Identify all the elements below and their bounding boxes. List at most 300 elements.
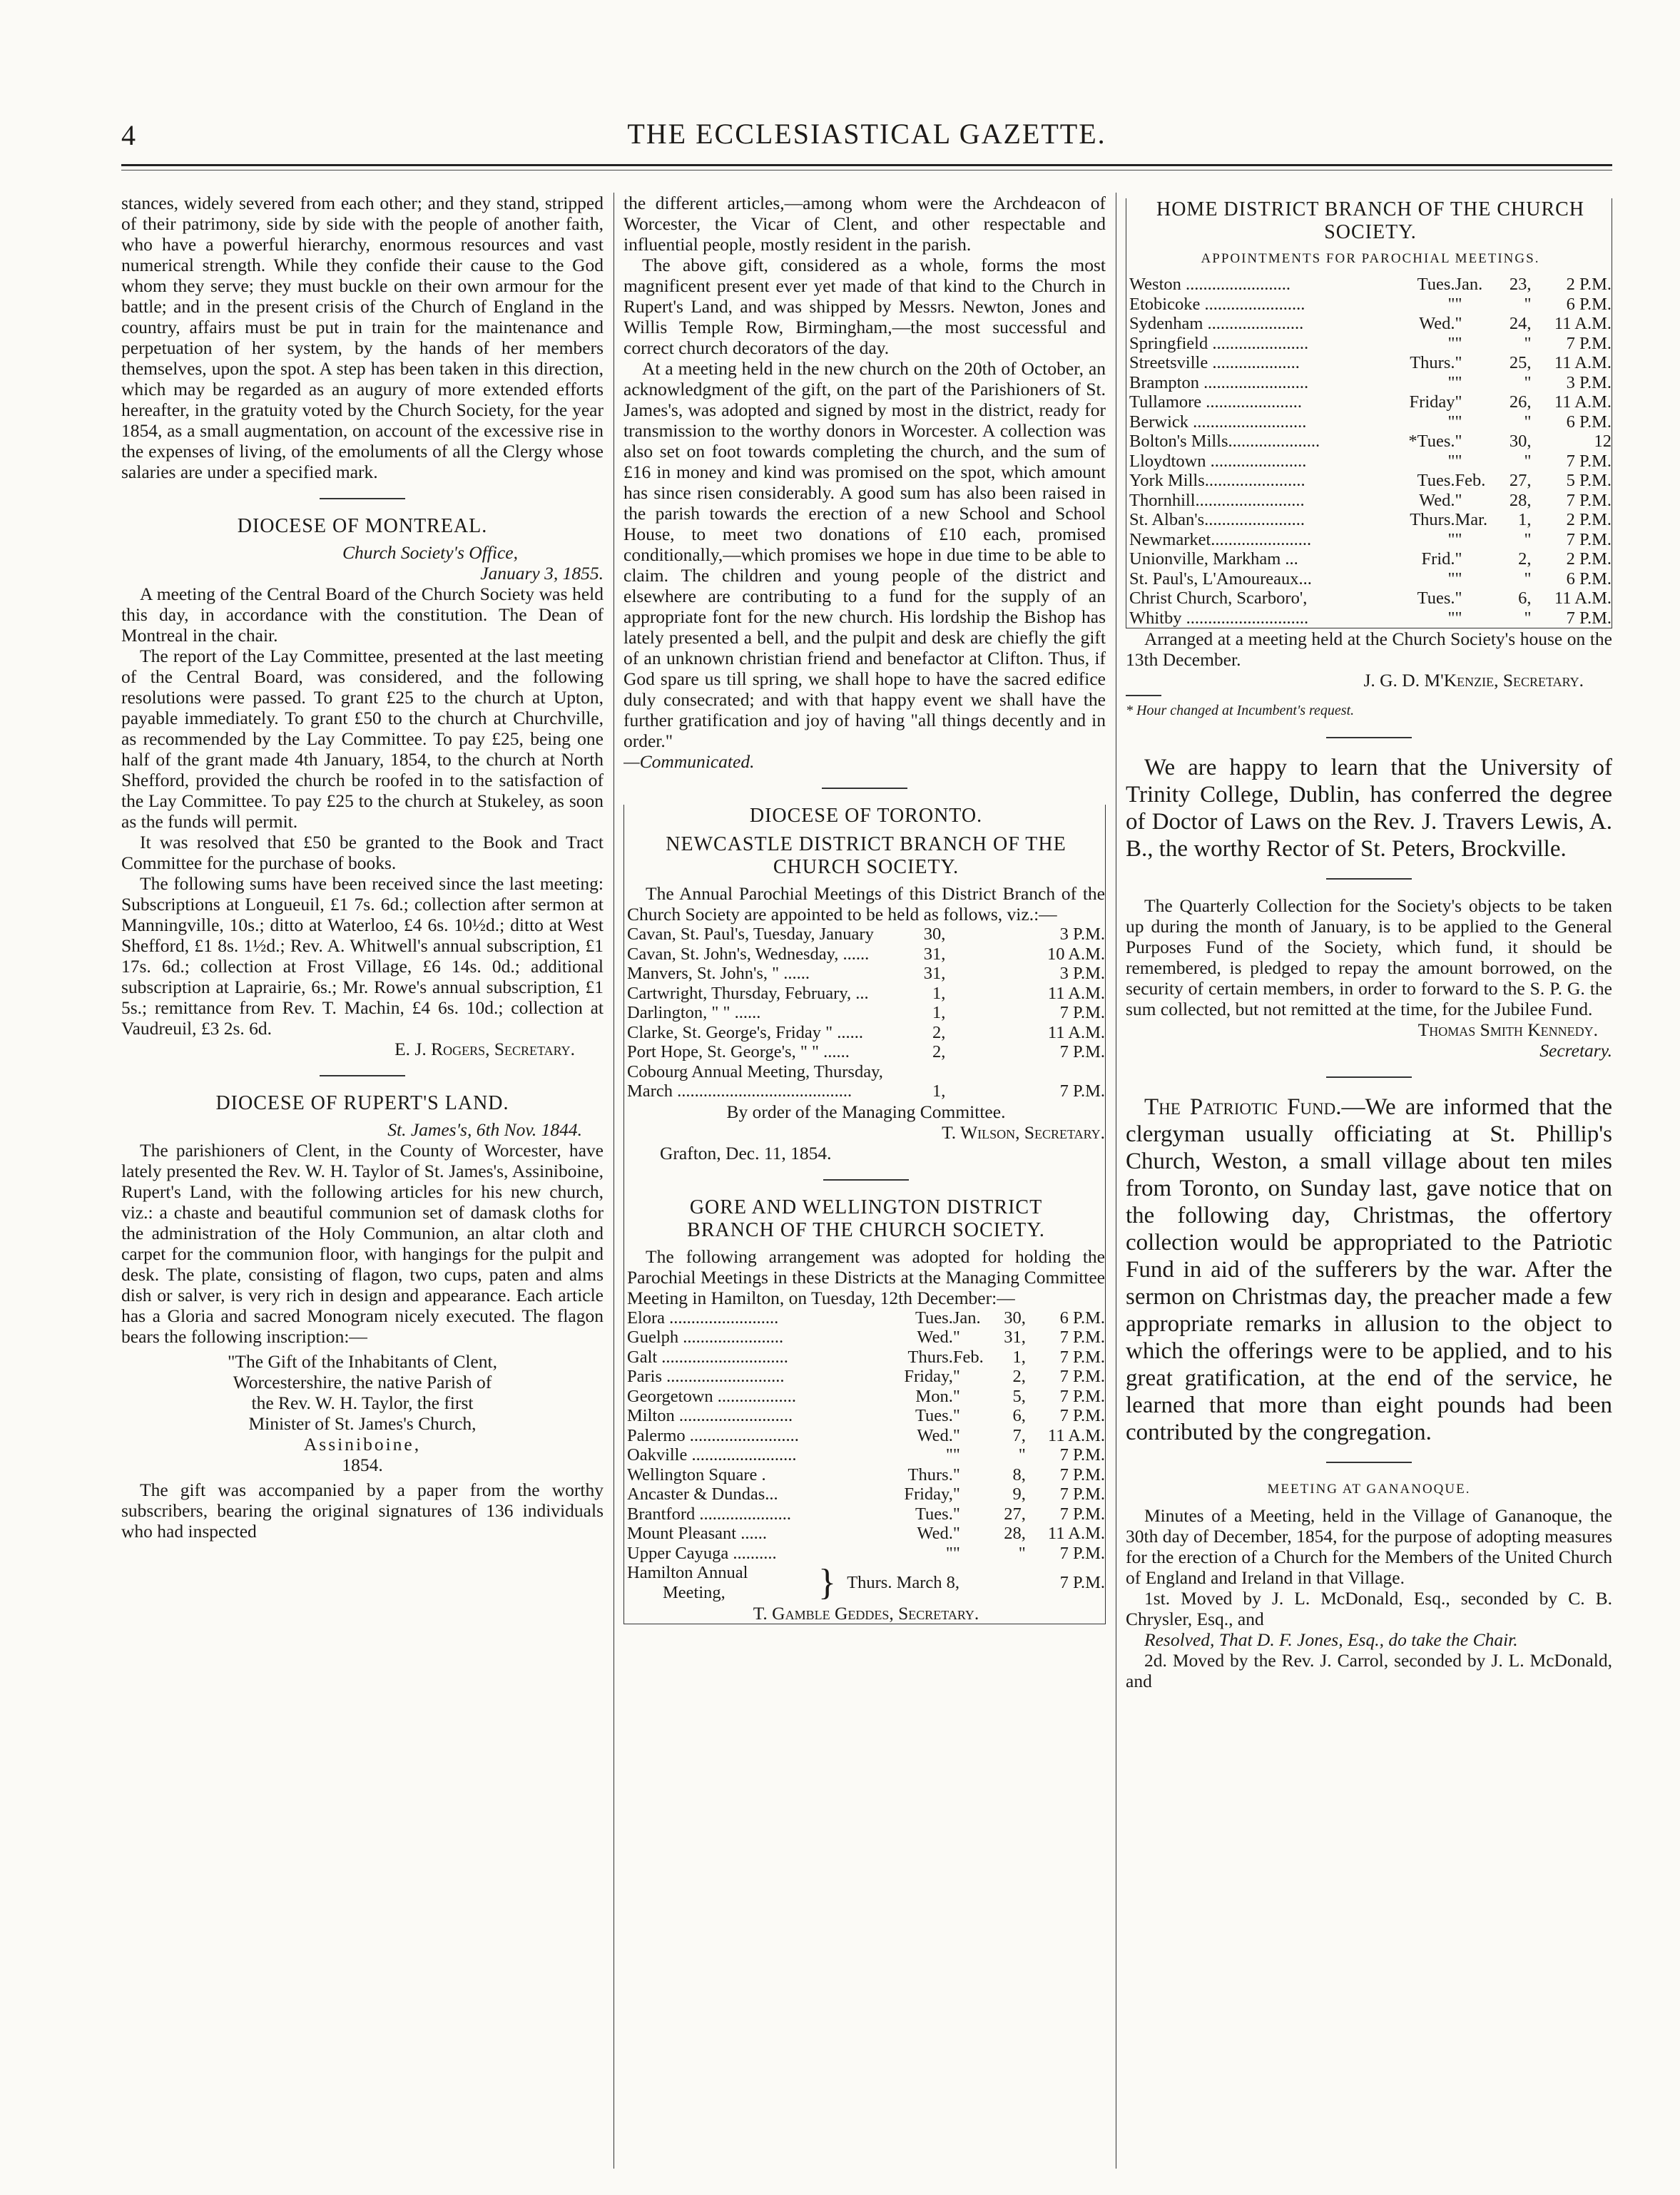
schedule-month: " bbox=[952, 1484, 960, 1504]
article-paragraph: The report of the Lay Committee, presented at the last meeting of the Central Board, was considered, and the following resolutions were passed. To grant £25 to the church at Upton, payable immediately. To grant £50 to the church at Churchville, as recommended by the Lay Committee. To pay £25, being one half of the grant made 4th January, 1854, to the church at North Shefford, provided the church be roofed in to the satisfaction of the Lay Committee. To pay £25 to the church at Stukeley, as soon as the funds will permit. bbox=[121, 646, 604, 832]
home-schedule bbox=[1129, 275, 1612, 628]
schedule-place: Clarke, St. George's, Friday " ...... bbox=[627, 1022, 864, 1042]
schedule-place: Cavan, St. John's, Wednesday, ...... bbox=[627, 944, 870, 964]
schedule-row bbox=[627, 1544, 1105, 1564]
schedule-time: 7 P.M. bbox=[1059, 1347, 1105, 1367]
schedule-month: " bbox=[1455, 294, 1462, 314]
schedule-row bbox=[1129, 392, 1612, 412]
schedule-day: *Tues. bbox=[1408, 432, 1455, 451]
schedule-time: 7 P.M. bbox=[1059, 1386, 1105, 1406]
schedule-place: Galt ............................. bbox=[627, 1347, 788, 1367]
schedule-place: Palermo ......................... bbox=[627, 1425, 799, 1445]
schedule-place: Guelph ....................... bbox=[627, 1328, 784, 1347]
schedule-place: Brampton ........................ bbox=[1129, 372, 1309, 392]
schedule-month: " bbox=[952, 1524, 960, 1543]
schedule-date: 27, bbox=[1004, 1504, 1026, 1524]
schedule-month: " bbox=[952, 1386, 960, 1406]
schedule-month: " bbox=[1455, 529, 1462, 549]
schedule-month: " bbox=[1455, 392, 1462, 412]
schedule-day: Friday, bbox=[904, 1484, 953, 1504]
column-2 bbox=[623, 193, 1106, 2169]
schedule-day: Tues. bbox=[915, 1406, 953, 1425]
schedule-place: Ancaster & Dundas... bbox=[627, 1484, 778, 1504]
schedule-place: Newmarket....................... bbox=[1129, 529, 1312, 549]
newcastle-schedule bbox=[627, 925, 1105, 1101]
schedule-row bbox=[627, 1387, 1105, 1407]
article-paragraph: 1st. Moved by J. L. McDonald, Esq., seconded by C. B. Chrysler, Esq., and bbox=[1126, 1588, 1612, 1629]
schedule-date: 23, bbox=[1509, 275, 1532, 294]
schedule-time: 7 P.M. bbox=[1059, 1543, 1105, 1563]
separator bbox=[1326, 878, 1412, 880]
schedule-place: Wellington Square . bbox=[627, 1465, 766, 1484]
schedule-time: 7 P.M. bbox=[1059, 1328, 1105, 1347]
schedule-date: 7, bbox=[1012, 1425, 1026, 1445]
schedule-date: " bbox=[1524, 569, 1532, 589]
schedule-date: " bbox=[1018, 1543, 1026, 1563]
schedule-day: " bbox=[1447, 569, 1455, 589]
schedule-date: " bbox=[1524, 451, 1532, 471]
schedule-time: 6 P.M. bbox=[1566, 569, 1612, 589]
schedule-day: " bbox=[1447, 451, 1455, 471]
schedule-place: St. Paul's, L'Amoureaux... bbox=[1129, 569, 1312, 589]
schedule-month: Mar. bbox=[1455, 510, 1488, 529]
schedule-day: Wed. bbox=[917, 1524, 953, 1543]
schedule-month: " bbox=[1455, 451, 1462, 471]
schedule-row bbox=[627, 925, 1105, 944]
schedule-day: Thurs. bbox=[907, 1465, 953, 1484]
inscription-line: Worcestershire, the native Parish of bbox=[233, 1372, 492, 1392]
gore-schedule bbox=[627, 1308, 1105, 1564]
schedule-place: Elora ......................... bbox=[627, 1308, 779, 1328]
schedule-place: Bolton's Mills..................... bbox=[1129, 432, 1320, 451]
schedule-time bbox=[945, 1062, 1105, 1082]
schedule-time: 7 P.M. bbox=[1059, 1367, 1105, 1386]
schedule-row bbox=[627, 1367, 1105, 1387]
schedule-row bbox=[627, 1328, 1105, 1348]
schedule-month: " bbox=[1455, 432, 1462, 451]
schedule-row bbox=[627, 1042, 1105, 1062]
schedule-month: " bbox=[1455, 372, 1462, 392]
home-heading: HOME DISTRICT BRANCH OF THE CHURCH bbox=[1156, 198, 1585, 220]
schedule-month: " bbox=[1455, 353, 1462, 372]
schedule-place: Berwick .......................... bbox=[1129, 412, 1307, 432]
page-header bbox=[121, 114, 1612, 166]
schedule-month: " bbox=[952, 1543, 960, 1563]
schedule-row bbox=[1129, 432, 1612, 452]
schedule-time: 3 P.M. bbox=[1059, 925, 1105, 944]
schedule-place: Cartwright, Thursday, February, ... bbox=[627, 983, 869, 1003]
schedule-month: " bbox=[952, 1445, 960, 1465]
schedule-month: " bbox=[952, 1328, 960, 1347]
schedule-time: 7 P.M. bbox=[1566, 490, 1612, 510]
article-paragraph: The Annual Parochial Meetings of this District Branch of the Church Society are appointed to be held as follows, viz.:— bbox=[627, 883, 1105, 925]
schedule-place: Paris ........................... bbox=[627, 1367, 785, 1386]
schedule-row bbox=[627, 1445, 1105, 1465]
article-paragraph: the different articles,—among whom were the Archdeacon of Worcester, the Vicar of Clent, and other respectable and influential people, mostly resident in the parish. bbox=[623, 193, 1106, 255]
schedule-time: 7 P.M. bbox=[1059, 1042, 1105, 1061]
quarterly-notice: The Quarterly Collection for the Society's objects to be taken up during the month of January, is to be applied to the General Purposes Fund of the Society, which fund, it should be remembered, is pledged to repay the amount borrowed, on the security of certain members, in order to forward to the S. P. G. the sum collected, but not remitted at the time, for the Jubilee Fund. bbox=[1126, 895, 1612, 1019]
schedule-row bbox=[627, 1308, 1105, 1328]
schedule-row bbox=[627, 1003, 1105, 1023]
schedule-row bbox=[1129, 275, 1612, 295]
schedule-day: Tues. bbox=[915, 1308, 953, 1328]
gore-signature: T. Gamble Geddes, Secretary. bbox=[753, 1603, 979, 1624]
quarterly-signature-title: Secretary. bbox=[1539, 1040, 1612, 1061]
separator bbox=[1326, 1462, 1412, 1463]
schedule-time: 11 A.M. bbox=[1047, 983, 1105, 1003]
schedule-day: 30, bbox=[923, 925, 946, 944]
schedule-place: Cobourg Annual Meeting, Thursday, bbox=[627, 1061, 883, 1081]
schedule-date: 28, bbox=[1509, 490, 1532, 510]
schedule-month: " bbox=[1455, 490, 1462, 510]
schedule-place: Port Hope, St. George's, " " ...... bbox=[627, 1042, 850, 1061]
schedule-date: " bbox=[1018, 1445, 1026, 1465]
schedule-place: Georgetown .................. bbox=[627, 1386, 797, 1406]
schedule-row bbox=[627, 1062, 1105, 1082]
schedule-day: " bbox=[1447, 372, 1455, 392]
schedule-place: March ........................................ bbox=[627, 1081, 852, 1101]
ruperts-dateline: St. James's, 6th Nov. 1844. bbox=[387, 1119, 582, 1140]
schedule-date: 6, bbox=[1012, 1406, 1026, 1425]
home-footnote: * Hour changed at Incumbent's request. bbox=[1126, 703, 1355, 718]
schedule-row bbox=[627, 1524, 1105, 1544]
communicated-note: —Communicated. bbox=[623, 751, 755, 772]
hamilton-line: Hamilton Annual bbox=[627, 1563, 748, 1582]
schedule-place: Springfield ...................... bbox=[1129, 333, 1309, 353]
schedule-place: Thornhill......................... bbox=[1129, 490, 1305, 510]
schedule-day: Wed. bbox=[1419, 490, 1455, 510]
schedule-place: Brantford ..................... bbox=[627, 1504, 791, 1524]
inscription-line: the Rev. W. H. Taylor, the first bbox=[251, 1392, 474, 1413]
schedule-date: 28, bbox=[1004, 1524, 1026, 1543]
schedule-place: Sydenham ...................... bbox=[1129, 314, 1304, 333]
schedule-row bbox=[627, 1426, 1105, 1446]
schedule-row bbox=[1129, 549, 1612, 569]
schedule-time: 11 A.M. bbox=[1554, 392, 1612, 412]
ruperts-heading: DIOCESE OF RUPERT'S LAND. bbox=[215, 1092, 509, 1114]
schedule-day: " bbox=[1447, 333, 1455, 353]
schedule-day: 31, bbox=[923, 944, 946, 964]
schedule-place: Tullamore ...................... bbox=[1129, 392, 1303, 412]
schedule-day: " bbox=[945, 1445, 953, 1465]
schedule-time: 2 P.M. bbox=[1566, 275, 1612, 294]
schedule-time: 10 A.M. bbox=[1047, 944, 1105, 964]
schedule-month: Feb. bbox=[952, 1347, 984, 1367]
schedule-place: Upper Cayuga .......... bbox=[627, 1543, 777, 1563]
schedule-day: Friday bbox=[1409, 392, 1455, 412]
schedule-date: 2, bbox=[1518, 549, 1532, 569]
schedule-month: " bbox=[1455, 569, 1462, 589]
schedule-place: Etobicoke ....................... bbox=[1129, 294, 1305, 314]
schedule-place: Christ Church, Scarboro', bbox=[1129, 589, 1308, 608]
schedule-day: Thurs. bbox=[1410, 353, 1455, 372]
schedule-day: 31, bbox=[923, 964, 946, 983]
schedule-month: " bbox=[1455, 333, 1462, 353]
article-paragraph: The following sums have been received since the last meeting: Subscriptions at Longueuil, £1 7s. 6d.; collection after sermon at Manningville, 10s.; ditto at Waterloo, £4 6s. 10½d.; ditto at West Shefford, £1 8s. 1½d.; Rev. A. Whitwell's annual subscription, £1 17s. 6d.; collection at Frost Village, £6 14s. 0d.; additional subscription at Laprairie, 6s.; Mr. Rowe's annual subscription, £1 5s.; remittance from Rev. T. Machin, £4 6s. 10d.; collection at Vaudreuil, £3 2s. 6d. bbox=[121, 873, 604, 1039]
newcastle-heading: NEWCASTLE DISTRICT BRANCH OF THE bbox=[666, 833, 1066, 855]
schedule-date: 5, bbox=[1012, 1386, 1026, 1406]
toronto-heading: DIOCESE OF TORONTO. bbox=[749, 805, 983, 827]
schedule-time: 5 P.M. bbox=[1566, 471, 1612, 490]
schedule-time: 7 P.M. bbox=[1059, 1465, 1105, 1484]
schedule-day: Tues. bbox=[1417, 589, 1455, 608]
gananoque-heading: MEETING AT GANANOQUE. bbox=[1267, 1482, 1471, 1497]
schedule-time: 7 P.M. bbox=[1059, 1484, 1105, 1504]
schedule-day: " bbox=[945, 1543, 953, 1563]
schedule-row bbox=[1129, 569, 1612, 589]
schedule-row bbox=[1129, 353, 1612, 373]
schedule-row bbox=[1129, 295, 1612, 315]
schedule-time: 11 A.M. bbox=[1554, 589, 1612, 608]
schedule-time: 7 P.M. bbox=[1059, 1504, 1105, 1524]
schedule-row bbox=[627, 1484, 1105, 1504]
schedule-row bbox=[1129, 589, 1612, 608]
schedule-row bbox=[627, 1348, 1105, 1368]
schedule-day: Tues. bbox=[1417, 471, 1455, 490]
schedule-date: 8, bbox=[1012, 1465, 1026, 1484]
schedule-row bbox=[1129, 334, 1612, 354]
schedule-row bbox=[1129, 471, 1612, 491]
schedule-row bbox=[1129, 608, 1612, 628]
article-paragraph: A meeting of the Central Board of the Church Society was held this day, in accordance with the constitution. The Dean of Montreal in the chair. bbox=[121, 584, 604, 646]
schedule-date: 31, bbox=[1004, 1328, 1026, 1347]
schedule-time: 6 P.M. bbox=[1566, 412, 1612, 432]
separator bbox=[822, 788, 907, 789]
schedule-month: " bbox=[952, 1367, 960, 1386]
schedule-date: 2, bbox=[1012, 1367, 1026, 1386]
article-paragraph: Arranged at a meeting held at the Church Society's house on the 13th December. bbox=[1126, 628, 1612, 670]
schedule-date: " bbox=[1524, 294, 1532, 314]
schedule-day: Wed. bbox=[917, 1425, 953, 1445]
schedule-time: 7 P.M. bbox=[1566, 529, 1612, 549]
schedule-month: " bbox=[1455, 589, 1462, 608]
montreal-office: Church Society's Office, bbox=[342, 542, 518, 563]
trinity-notice: We are happy to learn that the University of Trinity College, Dublin, has conferred the degree of Doctor of Laws on the Rev. J. Travers Lewis, A. B., the worthy Rector of St. Peters, Brockville. bbox=[1126, 755, 1612, 862]
schedule-row bbox=[1129, 491, 1612, 511]
schedule-row bbox=[1129, 452, 1612, 472]
schedule-row bbox=[1129, 530, 1612, 550]
home-subheading: APPOINTMENTS FOR PAROCHIAL MEETINGS. bbox=[1201, 251, 1540, 266]
newcastle-place: Grafton, Dec. 11, 1854. bbox=[660, 1142, 832, 1163]
schedule-time: 11 A.M. bbox=[1554, 353, 1612, 372]
separator bbox=[1326, 737, 1412, 738]
gift-inscription bbox=[121, 1351, 604, 1475]
page-number: 4 bbox=[121, 119, 136, 151]
home-signature: J. G. D. M'Kenzie, Secretary. bbox=[1363, 670, 1584, 691]
gazette-title: THE ECCLESIASTICAL GAZETTE. bbox=[627, 118, 1106, 150]
schedule-day: Thurs. bbox=[1410, 510, 1455, 529]
article-paragraph: stances, widely severed from each other; and they stand, stripped of their patrimony, side by side with the people of another faith, who have a powerful hierarchy, enormous resources and vast numerical strength. While they confide their cause to the God whom they serve; they must buckle on their own armour for the battle; and in the present crisis of the Church of England in the country, affairs must be put in train for the maintenance and perpetuation of her system, by the hands of her members themselves, upon the spot. A step has been taken in this direction, which may be regarded as an augury of more extended efforts hereafter, in the gratuity voted by the Church Society, for the year 1854, as a small augmentation, on account of the excessive rise in the expenses of living, of the emoluments of all the Clergy whose salaries are under a specified mark. bbox=[121, 193, 604, 482]
separator bbox=[1326, 1076, 1412, 1078]
schedule-day bbox=[885, 1062, 946, 1082]
schedule-day: Tues. bbox=[915, 1504, 953, 1524]
schedule-time: 2 P.M. bbox=[1566, 510, 1612, 529]
article-paragraph: At a meeting held in the new church on the 20th of October, an acknowledgment of the gift, on the part of the Parishioners of St. James's, was adopted and signed by most in the district, ready for transmission to the worthy donors in Worcester. A collection was also set on foot towards completing the church, and the sum of £16 in money and kind was promised on the spot, which amount has since risen considerably. A good sum has also been raised in the parish towards the erection of a new School and School House, to meet two donations of £10 each, promised conditionally,—which promises we hope in due time to be able to claim. The children and young people of the district and elsewhere are contributing to a fund for the supply of an appropriate font for the new church. His lordship the Bishop has lately presented a bell, and the pulpit and desk are chiefly the gift of an unknown christian friend and benefactor at Clifton. Thus, if God spare us till spring, we shall hope to have the sacred edifice duly consecrated; and with that happy event we shall have the further gratification and joy of having "all things decently and in order." bbox=[623, 358, 1106, 751]
schedule-place: Manvers, St. John's, " ...... bbox=[627, 964, 810, 983]
schedule-date: 1, bbox=[1012, 1347, 1026, 1367]
hamilton-when: Thurs. March 8, bbox=[847, 1573, 960, 1592]
schedule-date: " bbox=[1524, 608, 1532, 628]
inscription-line: "The Gift of the Inhabitants of Clent, bbox=[228, 1351, 497, 1372]
schedule-month: " bbox=[1455, 549, 1462, 569]
schedule-day: " bbox=[1447, 608, 1455, 628]
schedule-date: " bbox=[1524, 412, 1532, 432]
schedule-time: 7 P.M. bbox=[1059, 1406, 1105, 1425]
brace-icon: } bbox=[818, 1562, 836, 1603]
schedule-place: York Mills....................... bbox=[1129, 471, 1305, 490]
newspaper-page bbox=[121, 114, 1612, 2169]
schedule-month: " bbox=[1455, 412, 1462, 432]
column-3 bbox=[1126, 193, 1612, 2169]
schedule-month: " bbox=[952, 1504, 960, 1524]
newcastle-signature: T. Wilson, Secretary. bbox=[942, 1121, 1105, 1143]
newcastle-heading: CHURCH SOCIETY. bbox=[773, 856, 959, 878]
schedule-row bbox=[627, 944, 1105, 964]
article-paragraph: Minutes of a Meeting, held in the Village of Gananoque, the 30th day of December, 1854, for the purpose of adopting measures for the erection of a Church for the Members of the United Church of England and Ireland in that Village. bbox=[1126, 1505, 1612, 1588]
schedule-time: 2 P.M. bbox=[1566, 549, 1612, 569]
schedule-place: Streetsville .................... bbox=[1129, 353, 1300, 372]
schedule-place: Oakville ........................ bbox=[627, 1445, 797, 1465]
article-paragraph: 2d. Moved by the Rev. J. Carrol, seconded by J. L. McDonald, and bbox=[1126, 1650, 1612, 1691]
schedule-row bbox=[627, 1406, 1105, 1426]
schedule-row bbox=[1129, 314, 1612, 334]
article-paragraph: The parishioners of Clent, in the County of Worcester, have lately presented the Rev. W. H. Taylor of St. James's, Assiniboine, Rupert's Land, with the following articles for his new church, viz.: a chaste and beautiful communion set of damask cloths for the administration of the Holy Communion, an altar cloth and carpet for the communion floor, with hangings for the pulpit and desk. The plate, consisting of flagon, two cups, paten and alms dish or salver, is very rich in design and appearance. Each article has a Gloria and sacred Monogram nicely executed. The flagon bears the following inscription:— bbox=[121, 1140, 604, 1347]
schedule-row bbox=[627, 984, 1105, 1004]
schedule-time: 7 P.M. bbox=[1059, 1445, 1105, 1465]
schedule-day: 2, bbox=[932, 1042, 946, 1061]
separator bbox=[320, 498, 405, 499]
schedule-place: Lloydtown ...................... bbox=[1129, 451, 1307, 471]
schedule-row bbox=[1129, 412, 1612, 432]
article-paragraph: The above gift, considered as a whole, forms the most magnificent present ever yet made of that kind to the Church in Rupert's Land, and was shipped by Messrs. Newton, Jones and Willis Temple Row, Birmingham,—the most successful and correct church decorators of the day. bbox=[623, 255, 1106, 358]
article-paragraph: Resolved, That D. F. Jones, Esq., do take the Chair. bbox=[1144, 1629, 1518, 1650]
columns bbox=[121, 193, 1612, 2169]
montreal-date: January 3, 1855. bbox=[480, 563, 604, 584]
schedule-time: 7 P.M. bbox=[1566, 333, 1612, 353]
schedule-day: Wed. bbox=[1419, 314, 1455, 333]
patriotic-text: —We are informed that the clergyman usually officiating at St. Phillip's Church, Weston, a small village about ten miles from Toronto, on Sunday last, gave notice that on the following day, Christmas, the offertory collection would be appropriated to the Patriotic Fund in aid of the sufferers by the war. After the sermon on Christmas day, the preacher made a few appropriate remarks in allusion to the object to which the offerings were to be applied, and to his great gratification, at the end of the service, he learned that more than eight pounds had been contributed by the congregation. bbox=[1126, 1094, 1612, 1445]
schedule-day: Tues. bbox=[1417, 275, 1455, 294]
schedule-row bbox=[627, 1023, 1105, 1043]
schedule-place: Darlington, " " ...... bbox=[627, 1003, 761, 1022]
montreal-heading: DIOCESE OF MONTREAL. bbox=[237, 515, 488, 537]
schedule-day: 1, bbox=[932, 983, 946, 1003]
schedule-day: Wed. bbox=[917, 1328, 953, 1347]
hamilton-meeting bbox=[627, 1563, 1105, 1603]
schedule-time: 7 P.M. bbox=[1059, 1081, 1105, 1101]
schedule-place: Mount Pleasant ...... bbox=[627, 1524, 767, 1543]
inscription-line: 1854. bbox=[342, 1455, 383, 1475]
schedule-day: 2, bbox=[932, 1022, 946, 1042]
schedule-time: 7 P.M. bbox=[1566, 451, 1612, 471]
separator bbox=[1126, 695, 1161, 696]
article-paragraph: The following arrangement was adopted for holding the Parochial Meetings in these Districts at the Managing Committee Meeting in Hamilton, on Tuesday, 12th December:— bbox=[627, 1246, 1105, 1308]
schedule-date: " bbox=[1524, 333, 1532, 353]
schedule-place: Cavan, St. Paul's, Tuesday, January bbox=[627, 925, 874, 944]
toronto-section bbox=[623, 805, 1106, 1624]
schedule-row bbox=[627, 1504, 1105, 1524]
newcastle-order: By order of the Managing Committee. bbox=[726, 1101, 1006, 1122]
schedule-day: Thurs. bbox=[907, 1347, 953, 1367]
schedule-row bbox=[1129, 373, 1612, 393]
schedule-date: 9, bbox=[1012, 1484, 1026, 1504]
gore-heading: GORE AND WELLINGTON DISTRICT bbox=[689, 1196, 1043, 1218]
schedule-date: 6, bbox=[1518, 589, 1532, 608]
hamilton-time: 7 P.M. bbox=[1059, 1573, 1105, 1592]
schedule-row bbox=[627, 1081, 1105, 1101]
schedule-time: 11 A.M. bbox=[1047, 1425, 1105, 1445]
schedule-month: Jan. bbox=[952, 1308, 981, 1328]
schedule-month: " bbox=[952, 1465, 960, 1484]
home-district-section bbox=[1126, 198, 1612, 628]
gore-heading: BRANCH OF THE CHURCH SOCIETY. bbox=[687, 1218, 1045, 1241]
schedule-day: " bbox=[1447, 412, 1455, 432]
schedule-date: 24, bbox=[1509, 314, 1532, 333]
patriotic-fund-notice bbox=[1126, 1094, 1612, 1446]
schedule-time: 11 A.M. bbox=[1047, 1524, 1105, 1543]
quarterly-signature-name: Thomas Smith Kennedy. bbox=[1417, 1019, 1598, 1040]
patriotic-lead: The Patriotic Fund. bbox=[1144, 1094, 1342, 1120]
schedule-time: 6 P.M. bbox=[1059, 1308, 1105, 1328]
schedule-row bbox=[627, 964, 1105, 984]
schedule-time: 6 P.M. bbox=[1566, 294, 1612, 314]
schedule-place: Weston ........................ bbox=[1129, 275, 1291, 294]
schedule-month: Jan. bbox=[1455, 275, 1483, 294]
schedule-date: 30, bbox=[1509, 432, 1532, 451]
schedule-date: 27, bbox=[1509, 471, 1532, 490]
schedule-date: 25, bbox=[1509, 353, 1532, 372]
schedule-day: Mon. bbox=[915, 1386, 953, 1406]
schedule-date: 30, bbox=[1004, 1308, 1026, 1328]
home-heading: SOCIETY. bbox=[1324, 221, 1417, 243]
schedule-month: Feb. bbox=[1455, 471, 1486, 490]
schedule-day: Frid. bbox=[1421, 549, 1455, 569]
schedule-time: 3 P.M. bbox=[1059, 964, 1105, 983]
schedule-time: 7 P.M. bbox=[1059, 1003, 1105, 1022]
schedule-row bbox=[1129, 510, 1612, 530]
schedule-date: " bbox=[1524, 529, 1532, 549]
schedule-day: 1, bbox=[932, 1081, 946, 1101]
schedule-time: 3 P.M. bbox=[1566, 372, 1612, 392]
schedule-place: St. Alban's....................... bbox=[1129, 510, 1305, 529]
schedule-month: " bbox=[952, 1425, 960, 1445]
schedule-day: 1, bbox=[932, 1003, 946, 1022]
schedule-time: 11 A.M. bbox=[1047, 1022, 1105, 1042]
schedule-place: Unionville, Markham ... bbox=[1129, 549, 1298, 569]
montreal-signature: E. J. Rogers, Secretary. bbox=[394, 1039, 575, 1059]
hamilton-line: Meeting, bbox=[663, 1582, 726, 1602]
schedule-place: Whitby ............................ bbox=[1129, 608, 1309, 628]
schedule-month: " bbox=[952, 1406, 960, 1425]
schedule-day: " bbox=[1447, 529, 1455, 549]
inscription-line: Minister of St. James's Church, bbox=[248, 1413, 477, 1434]
schedule-month: " bbox=[1455, 314, 1462, 333]
column-1 bbox=[121, 193, 604, 2169]
article-paragraph: It was resolved that £50 be granted to the Book and Tract Committee for the purchase of books. bbox=[121, 832, 604, 873]
schedule-place: Milton .......................... bbox=[627, 1406, 793, 1425]
schedule-time: 7 P.M. bbox=[1566, 608, 1612, 628]
schedule-month: " bbox=[1455, 608, 1462, 628]
schedule-date: 1, bbox=[1518, 510, 1532, 529]
inscription-line: Assiniboine, bbox=[303, 1434, 422, 1455]
article-paragraph: The gift was accompanied by a paper from the worthy subscribers, bearing the original signatures of 136 individuals who had inspected bbox=[121, 1480, 604, 1542]
schedule-time: 12 bbox=[1594, 432, 1612, 451]
schedule-day: Friday, bbox=[904, 1367, 953, 1386]
schedule-date: 26, bbox=[1509, 392, 1532, 412]
schedule-time: 11 A.M. bbox=[1554, 314, 1612, 333]
schedule-day: " bbox=[1447, 294, 1455, 314]
schedule-row bbox=[627, 1465, 1105, 1485]
